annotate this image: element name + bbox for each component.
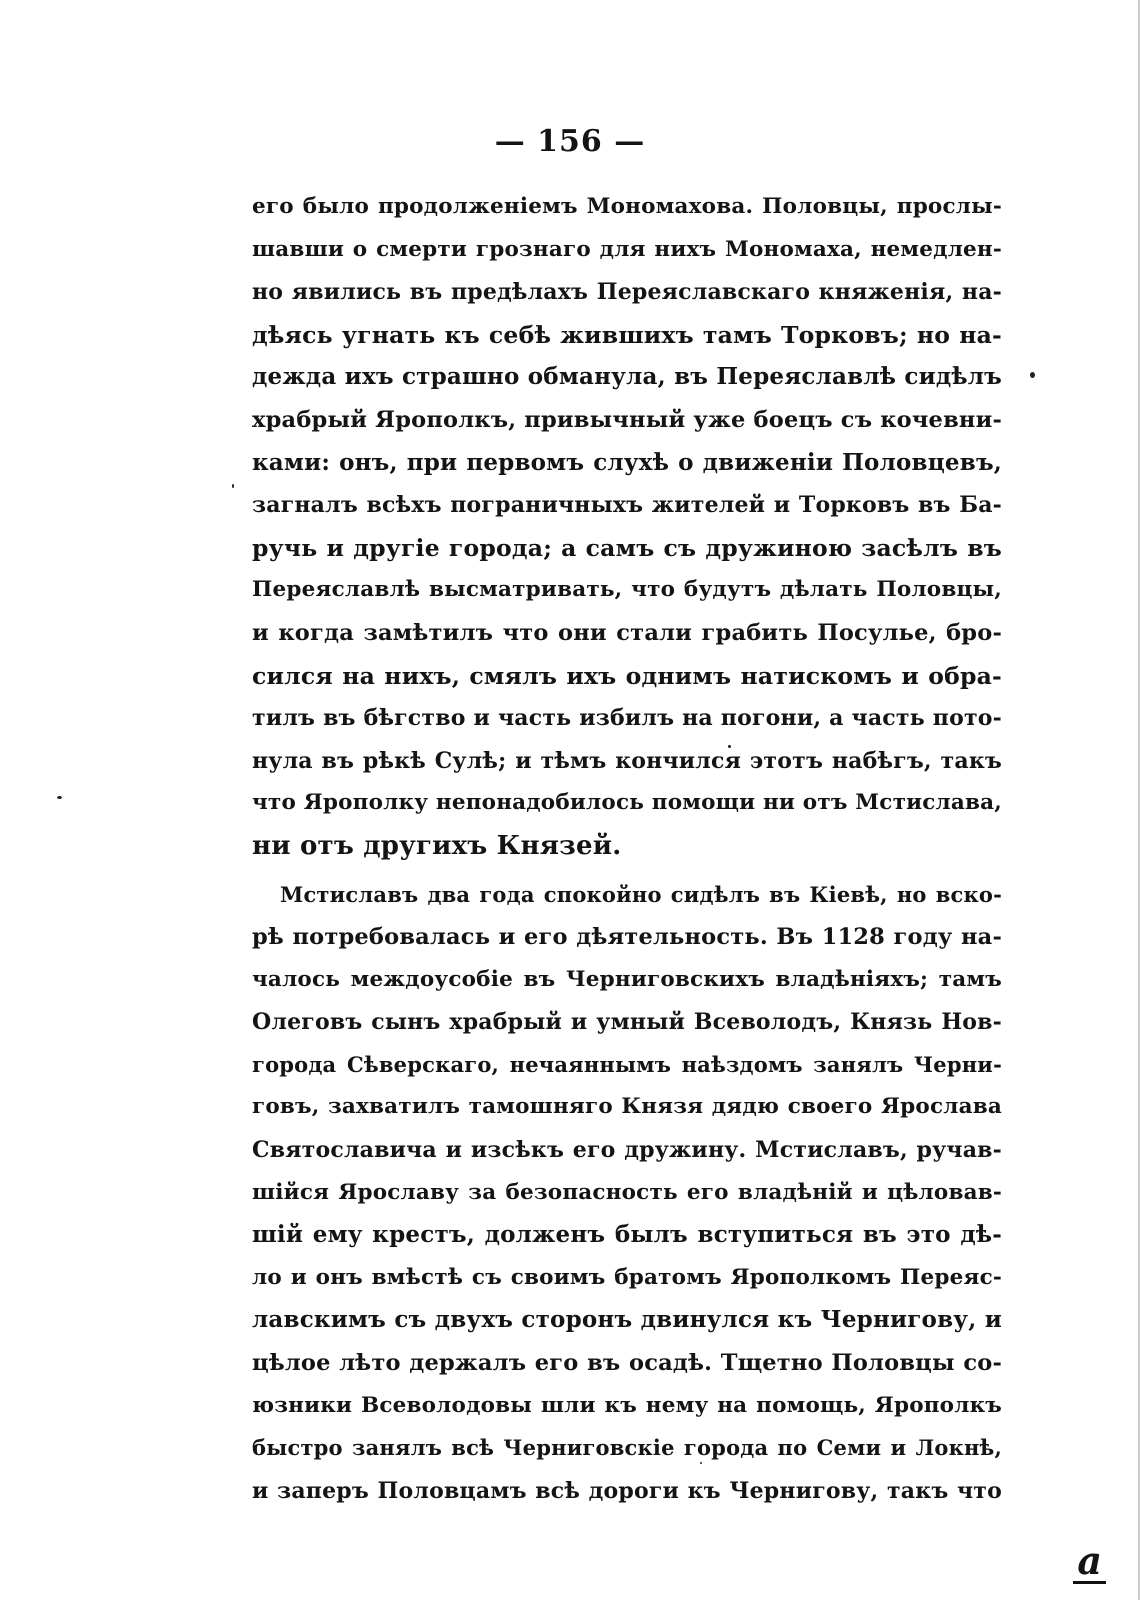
text-line: загналъ всѣхъ пограничныхъ жителей и Торковъ въ Ба- — [252, 492, 1002, 519]
scan-speck — [700, 1462, 702, 1464]
text-line: Переяславлѣ высматривать, что будутъ дѣлать Половцы, — [252, 577, 1002, 603]
text-line: дѣясь угнать къ себѣ жившихъ тамъ Торковъ; но на- — [252, 320, 1002, 349]
text-line: Святославича и изсѣкъ его дружину. Мстиславъ, ручав- — [252, 1137, 1002, 1164]
text-line: но явились въ предѣлахъ Переяславскаго княженія, на- — [252, 279, 1002, 306]
text-line: и заперъ Половцамъ всѣ дороги къ Чернигову, такъ что — [252, 1477, 1002, 1504]
text-line: говъ, захватилъ тамошняго Князя дядю своего Ярослава — [252, 1094, 1002, 1120]
text-line: шійся Ярославу за безопасность его владѣній и цѣловав- — [252, 1179, 1002, 1205]
text-line: быстро занялъ всѣ Черниговскіе города по Семи и Локнѣ, — [252, 1435, 1002, 1461]
paragraph-2 — [252, 874, 1002, 1513]
text-line: нула въ рѣкѣ Сулѣ; и тѣмъ кончился этотъ набѣгъ, такъ — [252, 747, 1002, 774]
text-line: рѣ потребовалась и его дѣятельность. Въ 1128 году на- — [252, 924, 1002, 951]
text-line: его было продолженіемъ Мономахова. Половцы, прослы- — [252, 194, 1002, 219]
text-line: храбрый Ярополкъ, привычный уже боецъ съ кочевни- — [252, 406, 1002, 433]
text-line: ло и онъ вмѣстѣ съ своимъ братомъ Ярополкомъ Переяс- — [252, 1264, 1002, 1290]
text-line: чалось междоусобіе въ Черниговскихъ владѣніяхъ; тамъ — [252, 966, 1002, 992]
scan-speck — [728, 745, 731, 748]
text-line: ками: онъ, при первомъ слухѣ о движеніи Половцевъ, — [252, 448, 1002, 476]
text-line: тилъ въ бѣгство и часть избилъ на погони, а часть пото- — [252, 705, 1002, 732]
text-line: дежда ихъ страшно обманула, въ Переяславлѣ сидѣлъ — [252, 363, 1002, 391]
text-line: ни отъ другихъ Князей. — [252, 830, 622, 861]
scan-speck — [232, 484, 234, 488]
paragraph-1 — [252, 186, 1002, 868]
text-line: шавши о смерти грознаго для нихъ Мономаха, немедлен- — [252, 236, 1002, 262]
text-line: шій ему крестъ, долженъ былъ вступиться въ это дѣ- — [252, 1221, 1002, 1249]
page-number-header: — 156 — — [494, 124, 646, 159]
scan-speck — [57, 796, 62, 799]
text-line: Олеговъ сынъ храбрый и умный Всеволодъ, Князь Нов- — [252, 1009, 1002, 1036]
text-line: города Сѣверскаго, нечаяннымъ наѣздомъ занялъ Черни- — [252, 1051, 1002, 1077]
text-line: что Ярополку непонадобилось помощи ни отъ Мстислава, — [252, 790, 1002, 816]
text-line: и когда замѣтилъ что они стали грабить Посулье, бро- — [252, 619, 1002, 646]
text-line: ручь и другіе города; а самъ съ дружиною засѣлъ въ — [252, 533, 1002, 562]
text-line: сился на нихъ, смялъ ихъ однимъ натискомъ и обра- — [252, 661, 1002, 690]
text-line: юзники Всеволодовы шли къ нему на помощь, Ярополкъ — [252, 1392, 1002, 1418]
text-line: цѣлое лѣто держалъ его въ осадѣ. Тщетно Половцы со- — [252, 1350, 1002, 1377]
corner-ink-mark: a — [1073, 1541, 1106, 1584]
scan-speck — [1030, 372, 1035, 378]
text-line: Мстиславъ два года спокойно сидѣлъ въ Кіевѣ, но вско- — [280, 881, 1002, 907]
text-line: лавскимъ съ двухъ сторонъ двинулся къ Чернигову, и — [252, 1306, 1002, 1334]
body-text — [252, 186, 1002, 1512]
